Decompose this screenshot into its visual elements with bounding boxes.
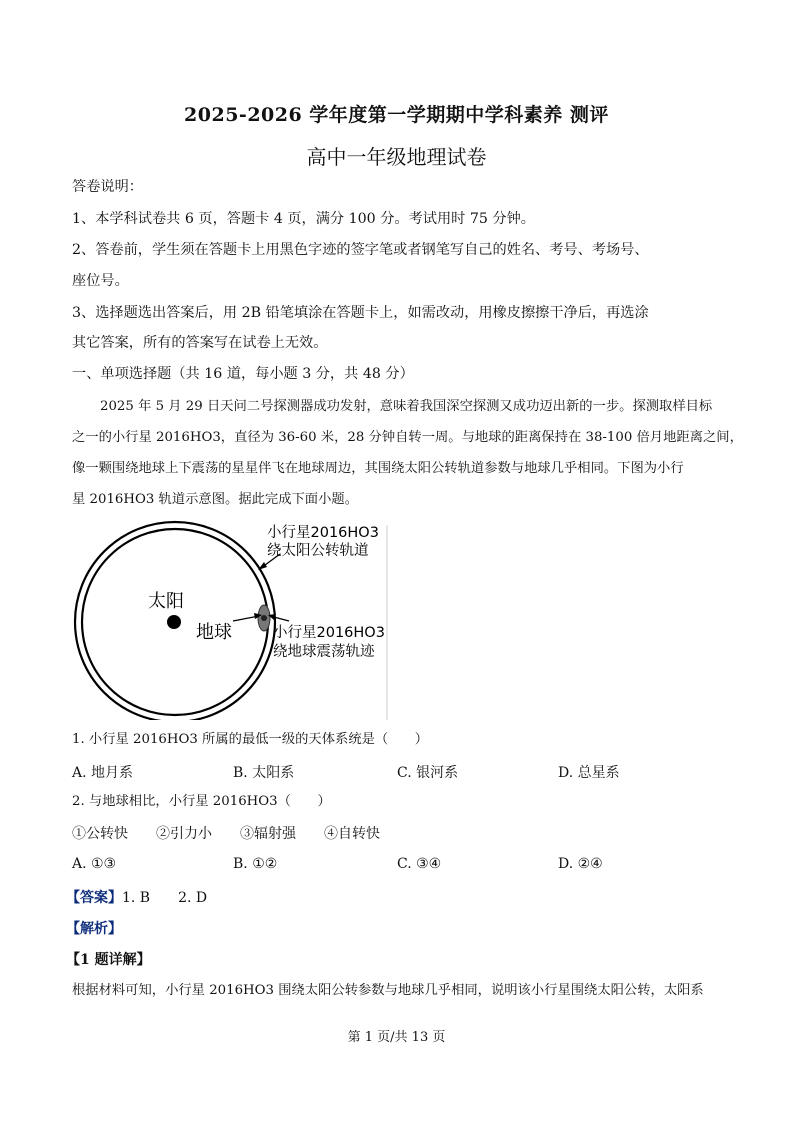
orbit-diagram: [65, 520, 395, 720]
passage-line-2: 之一的小行星 2016HO3，直径为 36-60 米，28 分钟自转一周。与地球的距离保持在 38-100 倍月地距离之间，: [72, 430, 743, 445]
sun-label: 太阳: [148, 591, 184, 612]
instruction-item-2-cont: 座位号。: [72, 273, 129, 289]
analysis-detail-tag: 【1 题详解】: [66, 952, 151, 968]
oscillation-label-line1: 小行星2016HO3: [273, 625, 385, 641]
earth-dot-icon: [261, 615, 267, 621]
answer-tag: 【答案】: [66, 890, 122, 906]
oscillation-label-line2: 绕地球震荡轨迹: [273, 644, 375, 660]
orbit-label-line2: 绕太阳公转轨道: [267, 543, 369, 559]
sun-dot-icon: [167, 615, 181, 629]
question-2-choice-3: ③辐射强: [240, 826, 296, 842]
question-2-option-c[interactable]: C. ③④: [397, 856, 442, 872]
instructions-heading: 答卷说明：: [72, 179, 143, 195]
question-2-choice-2: ②引力小: [156, 826, 212, 842]
question-1-option-c[interactable]: C. 银河系: [397, 765, 459, 781]
answer-text: 1. B 2. D: [122, 890, 208, 906]
exam-subtitle: 高中一年级地理试卷: [306, 145, 487, 169]
question-1-option-d[interactable]: D. 总星系: [558, 765, 620, 781]
passage-line-3: 像一颗围绕地球上下震荡的星星伴飞在地球周边，其围绕太阳公转轨道参数与地球几乎相同。下图为小行: [72, 461, 684, 476]
analysis-tag: 【解析】: [66, 921, 122, 937]
passage-line-1: 2025 年 5 月 29 日天问二号探测器成功发射，意味着我国深空探测又成功迈出新的一步。探测取样目标: [100, 399, 713, 414]
section-heading: 一、单项选择题（共 16 道，每小题 3 分，共 48 分）: [72, 366, 414, 382]
question-1-stem: 1. 小行星 2016HO3 所属的最低一级的天体系统是（ ）: [72, 732, 429, 747]
question-2-choice-1: ①公转快: [72, 826, 128, 842]
question-2-option-a[interactable]: A. ①③: [72, 856, 117, 872]
exam-title: 2025-2026 学年度第一学期期中学科素养 测评: [184, 104, 609, 126]
orbit-label-line1: 小行星2016HO3: [267, 525, 379, 541]
analysis-detail-text: 根据材料可知，小行星 2016HO3 围绕太阳公转参数与地球几乎相同，说明该小行星围绕太阳公转，太阳系: [72, 983, 704, 998]
instruction-item-2: 2、答卷前，学生须在答题卡上用黑色字迹的签字笔或者钢笔写自己的姓名、考号、考场号、: [72, 242, 649, 258]
instruction-item-3-cont: 其它答案，所有的答案写在试卷上无效。: [72, 335, 328, 351]
question-2-option-d[interactable]: D. ②④: [558, 856, 603, 872]
passage-line-4: 星 2016HO3 轨道示意图。据此完成下面小题。: [72, 492, 358, 507]
instruction-item-3: 3、选择题选出答案后，用 2B 铅笔填涂在答题卡上，如需改动，用橡皮擦擦干净后，再选涂: [72, 305, 649, 321]
question-2-stem: 2. 与地球相比，小行星 2016HO3（ ）: [72, 794, 331, 809]
question-1-option-b[interactable]: B. 太阳系: [233, 765, 295, 781]
earth-label: 地球: [196, 622, 232, 643]
question-1-option-a[interactable]: A. 地月系: [72, 765, 134, 781]
orbit-arrow-icon: [258, 562, 267, 570]
question-2-choice-4: ④自转快: [324, 826, 380, 842]
page-footer: 第 1 页/共 13 页: [347, 1030, 446, 1045]
question-2-option-b[interactable]: B. ①②: [233, 856, 278, 872]
answer-line: [66, 887, 207, 907]
instruction-item-1: 1、本学科试卷共 6 页，答题卡 4 页，满分 100 分。考试用时 75 分钟。: [72, 211, 535, 227]
